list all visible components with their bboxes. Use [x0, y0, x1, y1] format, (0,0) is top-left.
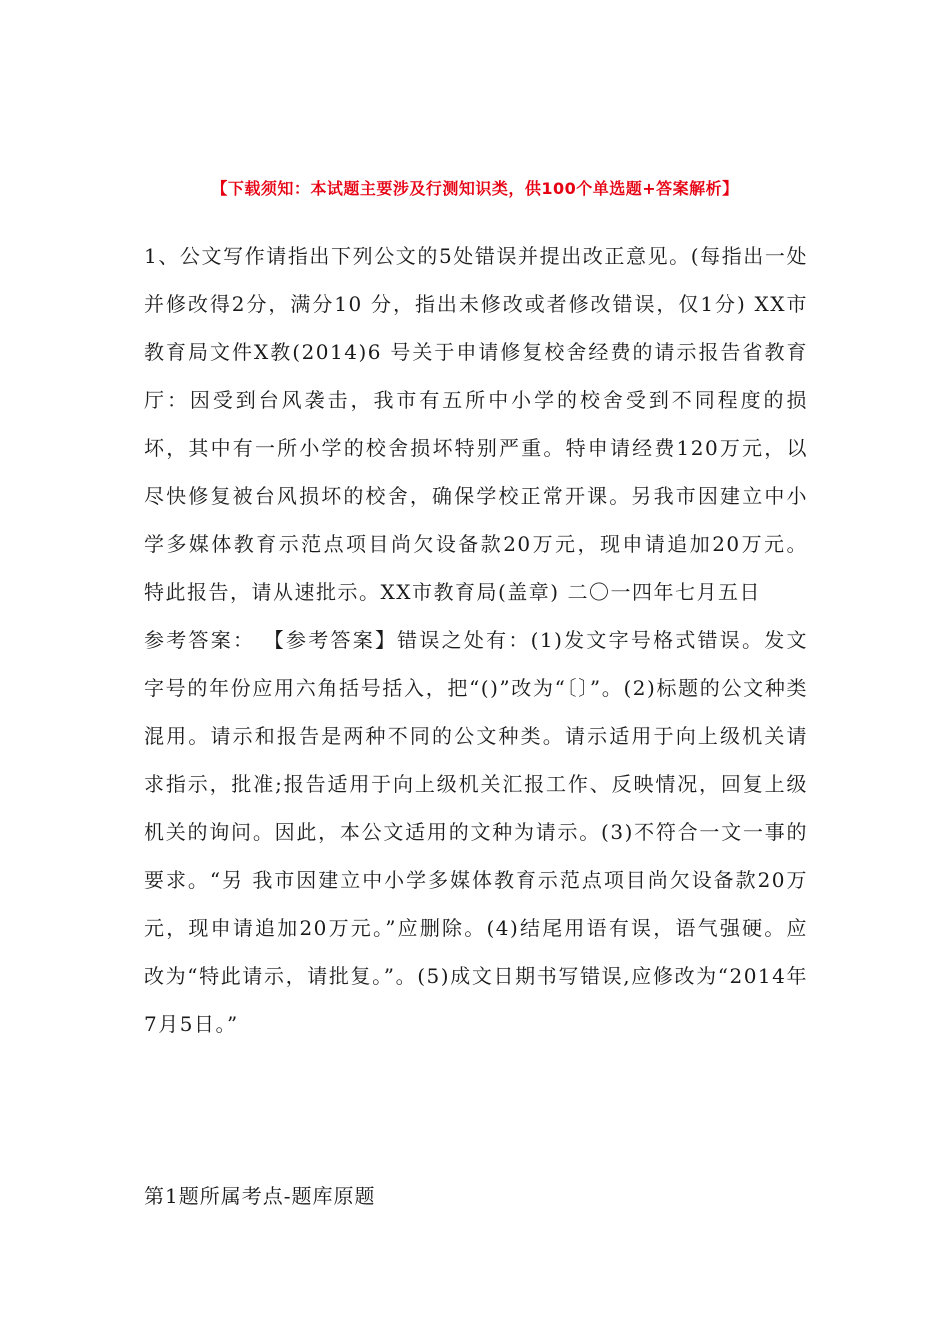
question-block: [144, 232, 808, 1048]
exam-point-label: 第1题所属考点-题库原题: [144, 1184, 376, 1208]
answer-text: 参考答案： 【参考答案】错误之处有：(1)发文字号格式错误。发文字号的年份应用六角括号括入，把“()”改为“〔〕”。(2)标题的公文种类混用。请示和报告是两种不同的公文种类。请示适用于向上级机关请求指示，批准;报告适用于向上级机关汇报工作、反映情况，回复上级机关的询问。因此，本公文适用的文种为请示。(3)不符合一文一事的要求。“另 我市因建立中小学多媒体教育示范点项目尚欠设备款20万元，现申请追加20万元。”应删除。(4)结尾用语有误，语气强硬。应改为“特此请示，请批复。”。(5)成文日期书写错误,应修改为“2014年7月5日。”: [144, 628, 808, 1036]
download-notice: 【下载须知：本试题主要涉及行测知识类，供100个单选题+答案解析】: [211, 179, 739, 198]
question-text: 1、公文写作请指出下列公文的5处错误并提出改正意见。(每指出一处并修改得2分，满分10 分，指出未修改或者修改错误，仅1分) XX市教育局文件X教(2014)6 号关于申请修复校舍经费的请示报告省教育厅：因受到台风袭击，我市有五所中小学的校舍受到不同程度的损坏，其中有一所小学的校舍损坏特别严重。特申请经费120万元，以尽快修复被台风损坏的校舍，确保学校正常开课。另我市因建立中小学多媒体教育示范点项目尚欠设备款20万元，现申请追加20万元。 特此报告，请从速批示。XX市教育局(盖章) 二〇一四年七月五日: [144, 244, 808, 604]
